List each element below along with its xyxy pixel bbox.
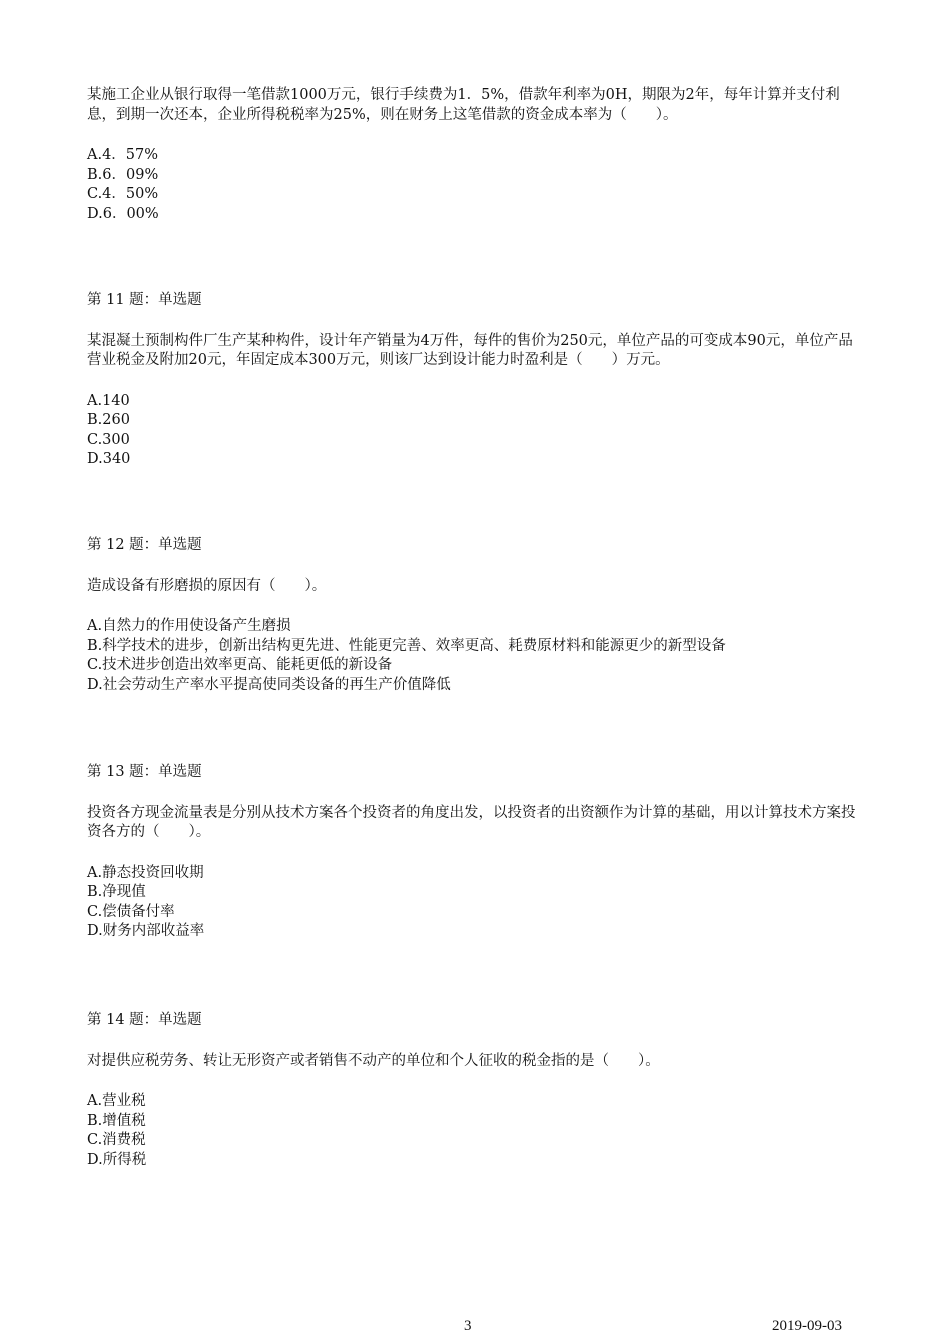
option-b: B.260: [87, 412, 130, 428]
option-a: A.4．57%: [87, 147, 159, 163]
option-b: B.6．09%: [87, 166, 159, 183]
question-13: [87, 763, 867, 942]
option-c: C.300: [87, 431, 130, 448]
question-heading: 第 13 题：单选题: [87, 764, 202, 780]
question-11: [87, 291, 867, 470]
option-d: D.财务内部收益率: [87, 923, 205, 939]
question-12: [87, 536, 867, 695]
option-d: D.340: [87, 451, 131, 467]
option-b: B.科学技术的进步，创新出结构更先进、性能更完善、效率更高、耗费原材料和能源更少的新型设备: [87, 637, 726, 654]
option-c: C.技术进步创造出效率更高、能耗更低的新设备: [87, 657, 393, 673]
question-stem: 某施工企业从银行取得一笔借款1000万元，银行手续费为1．5%，借款年利率为0H，期限为2年，每年计算并支付利息，到期一次还本，企业所得税税率为25%，则在财务上这笔借款的资金成本率为（ ）。: [87, 87, 840, 123]
option-c: C.4．50%: [87, 186, 159, 202]
option-a: A.自然力的作用使设备产生磨损: [87, 618, 291, 634]
option-d: D.所得税: [87, 1151, 147, 1168]
question-heading: 第 14 题：单选题: [87, 1012, 202, 1028]
question-stem: 造成设备有形磨损的原因有（ ）。: [87, 577, 327, 594]
page-number: 3: [464, 1318, 472, 1334]
question-stem: 对提供应税劳务、转让无形资产或者销售不动产的单位和个人征收的税金指的是（ ）。: [87, 1052, 660, 1069]
footer-date: 2019-09-03: [772, 1318, 842, 1334]
question-heading: 第 11 题：单选题: [87, 292, 202, 308]
question-stem: 某混凝土预制构件厂生产某种构件，设计年产销量为4万件，每件的售价为250元，单位产品的可变成本90元，单位产品营业税金及附加20元，年固定成本300万元，则该厂达到设计能力时盈利是（ ）万元。: [87, 332, 853, 368]
option-c: C.偿债备付率: [87, 903, 175, 920]
option-a: A.营业税: [87, 1093, 146, 1109]
option-a: A.140: [87, 392, 130, 409]
question-10: [87, 86, 867, 224]
question-14: [87, 1011, 867, 1170]
option-c: C.消费税: [87, 1132, 146, 1148]
option-b: B.净现值: [87, 884, 146, 900]
option-b: B.增值税: [87, 1112, 146, 1129]
question-stem: 投资各方现金流量表是分别从技术方案各个投资者的角度出发，以投资者的出资额作为计算的基础，用以计算技术方案投资各方的（ ）。: [87, 804, 856, 840]
option-d: D.社会劳动生产率水平提高使同类设备的再生产价值降低: [87, 676, 451, 693]
option-a: A.静态投资回收期: [87, 864, 204, 881]
question-heading: 第 12 题：单选题: [87, 537, 202, 553]
option-d: D.6．00%: [87, 205, 159, 222]
